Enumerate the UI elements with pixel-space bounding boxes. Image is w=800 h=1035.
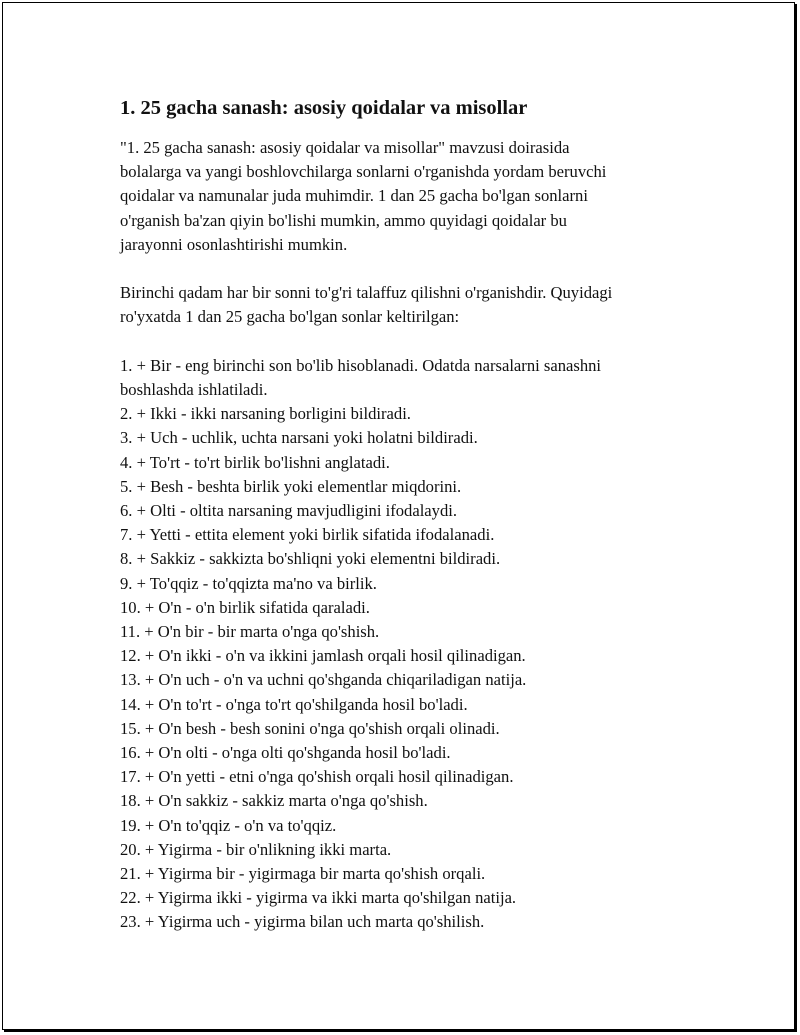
list-item: 21. + Yigirma bir - yigirmaga bir marta qo'shish orqali. bbox=[120, 864, 486, 884]
list-item: 14. + O'n to'rt - o'nga to'rt qo'shilganda hosil bo'ladi. bbox=[120, 694, 468, 714]
list-item: 17. + O'n yetti - etni o'nga qo'shish orqali hosil qilinadigan. bbox=[120, 767, 514, 787]
list-item: 15. + O'n besh - besh sonini o'nga qo'shish orqali olinadi. bbox=[120, 718, 500, 738]
number-list bbox=[120, 354, 680, 935]
paragraph-spacer bbox=[120, 257, 680, 281]
list-item: 3. + Uch - uchlik, uchta narsani yoki holatni bildiradi. bbox=[120, 428, 478, 448]
list-item: 6. + Olti - oltita narsaning mavjudligini ifodalaydi. bbox=[120, 501, 458, 521]
list-item: 19. + O'n to'qqiz - o'n va to'qqiz. bbox=[120, 815, 337, 835]
document-title: 1. 25 gacha sanash: asosiy qoidalar va misollar bbox=[120, 97, 528, 119]
paragraph-line: "1. 25 gacha sanash: asosiy qoidalar va misollar" mavzusi doirasida bbox=[120, 138, 570, 157]
paragraph-line: ro'yxatda 1 dan 25 gacha bo'lgan sonlar keltirilgan: bbox=[120, 307, 460, 327]
list-item: 1. + Bir - eng birinchi son bo'lib hisoblanadi. Odatda narsalarni sanashni bbox=[120, 355, 602, 375]
list-item: 10. + O'n - o'n birlik sifatida qaraladi. bbox=[120, 597, 370, 617]
paragraph-line: Birinchi qadam har bir sonni to'g'ri talaffuz qilishni o'rganishdir. Quyidagi bbox=[120, 283, 613, 303]
list-item: 8. + Sakkiz - sakkizta bo'shliqni yoki elementni bildiradi. bbox=[120, 549, 501, 569]
list-item: 20. + Yigirma - bir o'nlikning ikki marta. bbox=[120, 839, 392, 859]
list-item: 13. + O'n uch - o'n va uchni qo'shganda chiqariladigan natija. bbox=[120, 670, 527, 690]
document-page bbox=[2, 2, 795, 1030]
paragraph-spacer bbox=[120, 330, 680, 354]
list-item: boshlashda ishlatiladi. bbox=[120, 380, 268, 399]
intro-paragraph bbox=[120, 136, 680, 257]
list-item: 2. + Ikki - ikki narsaning borligini bildiradi. bbox=[120, 404, 411, 424]
list-item: 12. + O'n ikki - o'n va ikkini jamlash orqali hosil qilinadigan. bbox=[120, 646, 526, 666]
list-item: 9. + To'qqiz - to'qqizta ma'no va birlik. bbox=[120, 573, 377, 593]
document-content bbox=[120, 95, 680, 935]
paragraph-line: jarayonni osonlashtirishi mumkin. bbox=[120, 234, 348, 254]
list-item: 22. + Yigirma ikki - yigirma va ikki marta qo'shilgan natija. bbox=[120, 888, 517, 908]
second-paragraph bbox=[120, 281, 680, 329]
paragraph-line: o'rganish ba'zan qiyin bo'lishi mumkin, ammo quyidagi qoidalar bu bbox=[120, 210, 567, 230]
list-item: 18. + O'n sakkiz - sakkiz marta o'nga qo'shish. bbox=[120, 791, 428, 811]
paragraph-line: bolalarga va yangi boshlovchilarga sonlarni o'rganishda yordam beruvchi bbox=[120, 162, 607, 182]
list-item: 4. + To'rt - to'rt birlik bo'lishni anglatadi. bbox=[120, 452, 390, 472]
paragraph-line: qoidalar va namunalar juda muhimdir. 1 dan 25 gacha bo'lgan sonlarni bbox=[120, 186, 588, 206]
list-item: 7. + Yetti - ettita element yoki birlik sifatida ifodalanadi. bbox=[120, 525, 495, 545]
list-item: 5. + Besh - beshta birlik yoki elementlar miqdorini. bbox=[120, 476, 462, 496]
list-item: 11. + O'n bir - bir marta o'nga qo'shish. bbox=[120, 622, 380, 642]
list-item: 23. + Yigirma uch - yigirma bilan uch marta qo'shilish. bbox=[120, 912, 485, 932]
list-item: 16. + O'n olti - o'nga olti qo'shganda hosil bo'ladi. bbox=[120, 743, 451, 763]
